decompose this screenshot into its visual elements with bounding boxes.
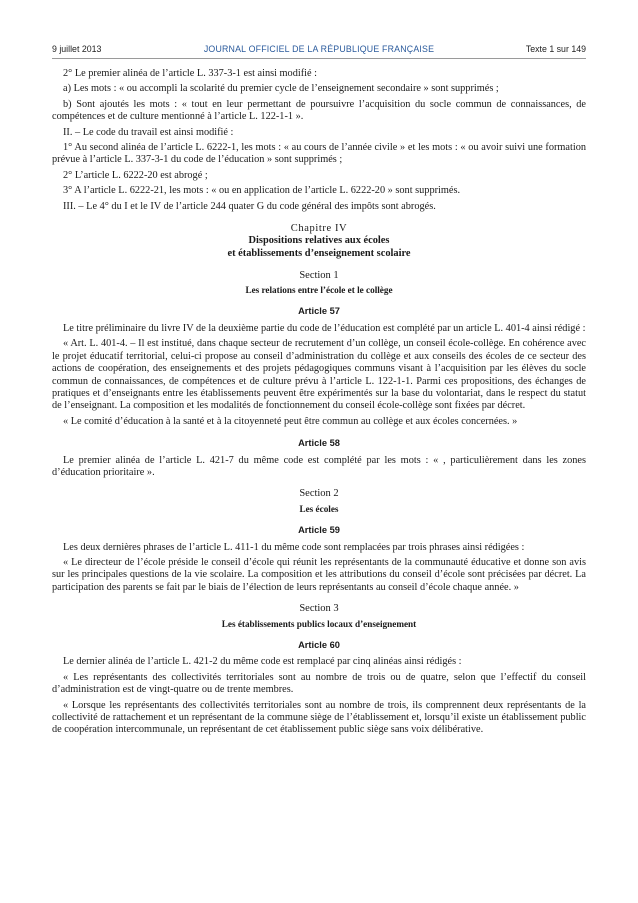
paragraph: « Le directeur de l’école préside le conseil d’école qui réunit les représentants de la communauté éducative et donne son avis sur les principales questions de la vie scolaire. La composition et les attributions du conseil d’école sont précisées par décret. La participation des parents se fait par le biais de l’élection de leurs représentants au conseil d’école chaque année. » [52,556,586,593]
document-body [52,68,586,740]
paragraph: Le titre préliminaire du livre IV de la deuxième partie du code de l’éducation est complété par un article L. 401-4 ainsi rédigé : [63,322,586,334]
paragraph: 1° Au second alinéa de l’article L. 6222-1, les mots : « au cours de l’année civile » et les mots : « ou avoir suivi une formation prévue à l’article L. 337-3-1 du code de l’éducation » sont supprimés ; [52,142,586,166]
paragraph: « Les représentants des collectivités territoriales sont au nombre de trois ou de quatre, selon que l’effectif du conseil d’administration est de vingt-quatre ou de trente membres. [52,671,586,696]
article-57-title: Article 57 [298,306,340,317]
section-2-title: Les écoles [299,503,339,514]
header-rule [52,58,586,59]
chapter-title-line-2: et établissements d’enseignement scolaire [227,248,411,260]
section-3-label: Section 3 [299,603,339,615]
paragraph: « Lorsque les représentants des collectivités territoriales sont au nombre de trois, ils comprennent deux représentants de la collectivité de rattachement et un représentant de la commune siège de l’établissement et, lorsqu’il existe un établissement public de coopération intercommunale, un représentant de cet établissement public siège sans voix délibérative. [52,699,586,736]
paragraph: Les deux dernières phrases de l’article L. 411-1 du même code sont remplacées par trois phrases ainsi rédigées : [63,541,525,553]
article-58-title: Article 58 [298,438,340,449]
paragraph: II. – Le code du travail est ainsi modifié : [63,126,234,138]
chapter-title-line-1: Dispositions relatives aux écoles [248,235,390,247]
paragraph: « Le comité d’éducation à la santé et à la citoyenneté peut être commun au collège et aux écoles concernées. » [63,415,518,427]
publication-date: 9 juillet 2013 [52,44,102,54]
paragraph: 2° Le premier alinéa de l’article L. 337-3-1 est ainsi modifié : [63,68,318,79]
paragraph: b) Sont ajoutés les mots : « tout en leur permettant de poursuivre l’acquisition du socle commun de connaissances, de compétences et de culture mentionné à l’article L. 122-1-1 ». [52,98,586,123]
section-1-title: Les relations entre l’école et le collège [245,285,393,296]
paragraph: Le premier alinéa de l’article L. 421-7 du même code est complété par les mots : « , particulièrement dans les zones d’éducation prioritaire ». [52,454,586,478]
chapter-label: Chapitre IV [290,223,348,235]
paragraph: « Art. L. 401-4. – Il est institué, dans chaque secteur de recrutement d’un collège, un conseil école-collège. En cohérence avec le projet éducatif territorial, celui-ci propose au conseil d’administration du collège et aux conseils des écoles de ce secteur des actions de coopération, des enseignements et des projets pédagogiques communs visant à l’acquisition par les élèves du socle commun de connaissances, de compétences et de culture prévu à l’article L. 122-1-1. Parmi ces propositions, des échanges de pratiques et d’enseignants entre les établissements peuvent être expérimentés sur la base du volontariat, dans le respect du statut de l’enseignant. La composition et les modalités de fonctionnement du conseil école-collège sont fixées par décret. [52,338,586,412]
section-1-label: Section 1 [299,269,339,281]
paragraph: III. – Le 4° du I et le IV de l’article 244 quater G du code général des impôts sont abrogés. [63,200,436,212]
paragraph: 3° A l’article L. 6222-21, les mots : « ou en application de l’article L. 6222-20 » sont supprimés. [63,185,461,197]
paragraph: Le dernier alinéa de l’article L. 421-2 du même code est remplacé par cinq alinéas ainsi rédigés : [63,656,462,668]
section-3-title: Les établissements publics locaux d’enseignement [221,618,417,629]
page-number: Texte 1 sur 149 [525,44,586,54]
intro-provisions [52,68,586,213]
paragraph: 2° L’article L. 6222-20 est abrogé ; [63,169,208,181]
article-60-title: Article 60 [298,640,340,650]
page-header [52,44,586,58]
paragraph: a) Les mots : « ou accompli la scolarité du premier cycle de l’enseignement secondaire » sont supprimés ; [63,83,499,95]
article-59-title: Article 59 [298,525,340,536]
journal-title: JOURNAL OFFICIEL DE LA RÉPUBLIQUE FRANÇAISE [203,44,435,54]
section-2-label: Section 2 [299,488,339,500]
